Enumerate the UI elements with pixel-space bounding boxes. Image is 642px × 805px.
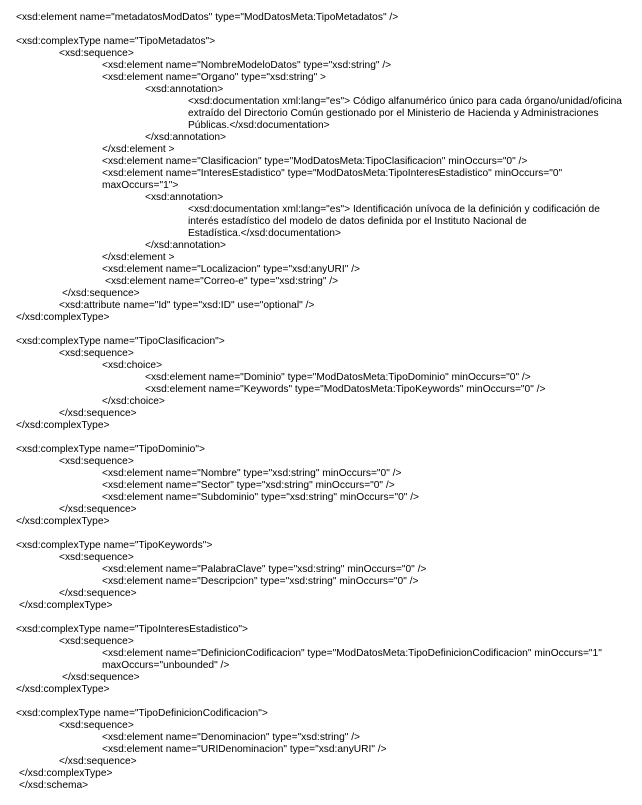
code-line: <xsd:element name="Keywords" type="ModDatosMeta:TipoKeywords" minOccurs="0" /> [145,384,546,395]
code-line: <xsd:element name="Nombre" type="xsd:string" minOccurs="0" /> [102,468,402,479]
code-line: <xsd:complexType name="TipoDefinicionCodificacion"> [16,708,268,719]
code-line: <xsd:element name="DefinicionCodificacion" type="ModDatosMeta:TipoDefinicionCodificacion" minOccurs="1" [102,648,602,659]
code-line: </xsd:sequence> [62,672,140,683]
code-line: </xsd:annotation> [145,132,226,143]
code-line: Públicas.</xsd:documentation> [188,120,330,131]
code-line: </xsd:sequence> [59,408,137,419]
code-line: <xsd:choice> [102,360,163,371]
code-line: <xsd:sequence> [59,48,134,59]
code-line: </xsd:complexType> [16,312,110,323]
code-line: </xsd:schema> [19,780,89,791]
code-line: <xsd:documentation xml:lang="es"> Código alfanumérico único para cada órgano/unidad/oficina [188,96,622,107]
code-line: <xsd:attribute name="Id" type="xsd:ID" use="optional" /> [59,300,315,311]
code-line: <xsd:complexType name="TipoKeywords"> [16,540,213,551]
code-line: </xsd:annotation> [145,240,226,251]
code-line: <xsd:sequence> [59,720,134,731]
code-line: interés estadístico del modelo de datos definida por el Instituto Nacional de [188,216,527,227]
code-line: </xsd:sequence> [59,756,137,767]
code-line: </xsd:sequence> [62,288,140,299]
code-line: <xsd:element name="Correo-e" type="xsd:string" /> [105,276,339,287]
code-line: </xsd:sequence> [59,588,137,599]
code-line: <xsd:sequence> [59,348,134,359]
code-line: <xsd:complexType name="TipoDominio"> [16,444,205,455]
code-line: </xsd:choice> [102,396,165,407]
code-line: maxOccurs="unbounded" /> [102,660,230,671]
code-line: Estadística.</xsd:documentation> [188,228,341,239]
code-line: <xsd:element name="Subdominio" type="xsd:string" minOccurs="0" /> [102,492,420,503]
code-line: </xsd:complexType> [16,420,110,431]
code-line: <xsd:sequence> [59,552,134,563]
code-line: <xsd:documentation xml:lang="es"> Identificación unívoca de la definición y codificación de [188,204,600,215]
code-line: <xsd:element name="Dominio" type="ModDatosMeta:TipoDominio" minOccurs="0" /> [145,372,531,383]
code-line: <xsd:element name="Sector" type="xsd:string" minOccurs="0" /> [102,480,395,491]
code-line: </xsd:complexType> [16,684,110,695]
code-line: <xsd:element name="PalabraClave" type="xsd:string" minOccurs="0" /> [102,564,427,575]
code-line: <xsd:element name="Descripcion" type="xsd:string" minOccurs="0" /> [102,576,419,587]
code-line: maxOccurs="1"> [102,180,179,191]
code-line: <xsd:element name="Localizacion" type="xsd:anyURI" /> [102,264,360,275]
code-line: <xsd:element name="Organo" type="xsd:string" > [102,72,326,83]
code-line: </xsd:element > [102,144,175,155]
code-line: extraído del Directorio Común gestionado por el Ministerio de Hacienda y Administraciones [188,108,599,119]
code-line: </xsd:sequence> [59,504,137,515]
code-line: <xsd:element name="Denominacion" type="xsd:string" /> [102,732,360,743]
code-line: <xsd:sequence> [59,636,134,647]
code-line: <xsd:sequence> [59,456,134,467]
code-line: </xsd:complexType> [19,600,113,611]
code-line: </xsd:complexType> [19,768,113,779]
code-line: <xsd:annotation> [145,84,224,95]
code-line: <xsd:complexType name="TipoInteresEstadistico"> [16,624,248,635]
code-line: <xsd:element name="URIDenominacion" type="xsd:anyURI" /> [102,744,387,755]
code-line: </xsd:complexType> [16,516,110,527]
code-line: <xsd:element name="InteresEstadistico" type="ModDatosMeta:TipoInteresEstadistico" minOccurs="0" [102,168,563,179]
code-line: </xsd:element > [102,252,175,263]
code-line: <xsd:complexType name="TipoMetadatos"> [16,36,216,47]
code-line: <xsd:element name="NombreModeloDatos" type="xsd:string" /> [102,60,392,71]
code-line: <xsd:annotation> [145,192,224,203]
code-line: <xsd:complexType name="TipoClasificacion"> [16,336,225,347]
code-line: <xsd:element name="metadatosModDatos" type="ModDatosMeta:TipoMetadatos" /> [16,12,399,23]
code-line: <xsd:element name="Clasificacion" type="ModDatosMeta:TipoClasificacion" minOccurs="0" /> [102,156,528,167]
